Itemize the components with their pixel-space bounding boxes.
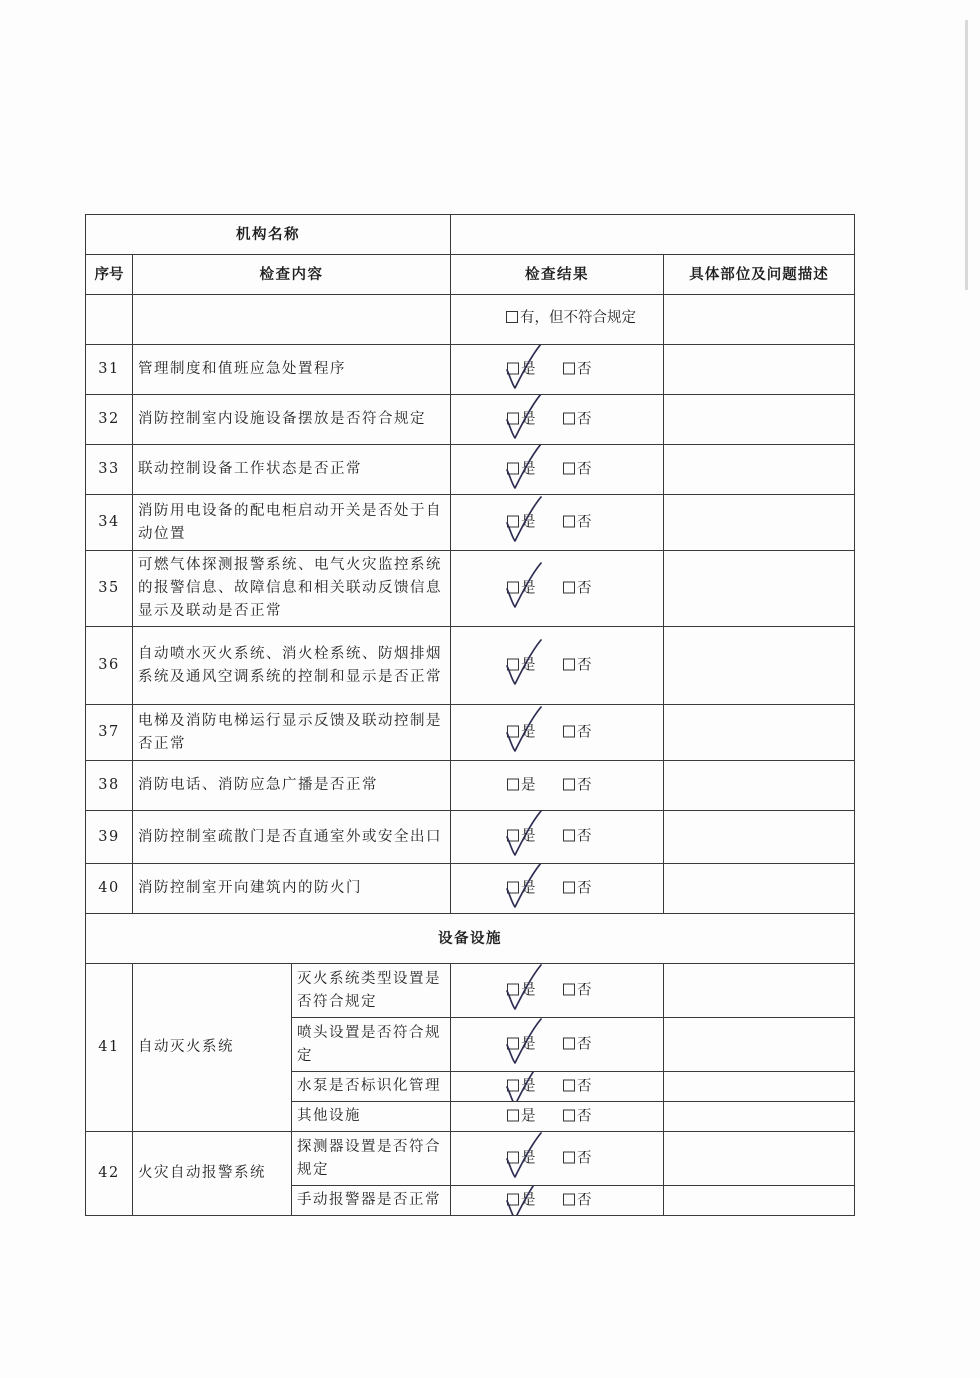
checkbox-icon[interactable] <box>507 658 519 670</box>
continued-content-cell <box>133 295 451 345</box>
group-item-result <box>451 1018 664 1072</box>
checkbox-icon[interactable] <box>507 1109 519 1121</box>
yes-option-label: 是 <box>521 1150 536 1166</box>
yes-option[interactable] <box>507 654 536 677</box>
no-option[interactable] <box>563 1075 592 1098</box>
checkbox-icon[interactable] <box>506 311 518 323</box>
no-option-label: 否 <box>577 1078 592 1094</box>
group-item-result <box>451 1072 664 1102</box>
row-content: 可燃气体探测报警系统、电气火灾监控系统的报警信息、故障信息和相关联动反馈信息显示及联动是否正常 <box>133 551 451 627</box>
row-result <box>451 395 664 445</box>
row-description[interactable] <box>664 761 855 811</box>
table-row <box>86 495 855 551</box>
yes-option[interactable] <box>507 1075 536 1098</box>
no-option-label: 否 <box>577 411 592 427</box>
row-result <box>451 495 664 551</box>
checkbox-icon[interactable] <box>507 581 519 593</box>
no-option[interactable] <box>563 408 592 431</box>
group-item-content: 灭火系统类型设置是否符合规定 <box>292 964 451 1018</box>
checkbox-icon[interactable] <box>563 830 575 842</box>
no-option[interactable] <box>563 979 592 1002</box>
checkbox-icon[interactable] <box>507 983 519 995</box>
checkbox-icon[interactable] <box>507 1037 519 1049</box>
row-number: 35 <box>86 551 133 627</box>
checkbox-icon[interactable] <box>563 581 575 593</box>
group-item-description[interactable] <box>664 1102 855 1132</box>
inspection-table <box>85 214 855 1216</box>
section-title: 设备设施 <box>86 914 855 964</box>
noncompliant-option-label: 有，但不符合规定 <box>520 310 636 326</box>
checkbox-icon[interactable] <box>563 983 575 995</box>
yes-option[interactable] <box>507 458 536 481</box>
row-content: 消防电话、消防应急广播是否正常 <box>133 761 451 811</box>
group-number: 42 <box>86 1132 133 1216</box>
row-number: 32 <box>86 395 133 445</box>
group-item-description[interactable] <box>664 1186 855 1216</box>
row-number: 39 <box>86 811 133 864</box>
table-row <box>86 345 855 395</box>
checkbox-icon[interactable] <box>563 1037 575 1049</box>
scan-edge-mark <box>965 20 968 290</box>
col-result-header: 检查结果 <box>451 255 664 295</box>
checkbox-icon[interactable] <box>507 1079 519 1091</box>
yes-option[interactable] <box>507 577 536 600</box>
checkbox-icon[interactable] <box>563 1109 575 1121</box>
no-option-label: 否 <box>577 1192 592 1208</box>
checkbox-icon[interactable] <box>507 778 519 790</box>
row-description[interactable] <box>664 864 855 914</box>
checkbox-icon[interactable] <box>563 412 575 424</box>
row-description[interactable] <box>664 705 855 761</box>
no-option-label: 否 <box>577 461 592 477</box>
checkbox-icon[interactable] <box>507 412 519 424</box>
group-number: 41 <box>86 964 133 1132</box>
col-content-header: 检查内容 <box>133 255 451 295</box>
checkbox-icon[interactable] <box>563 1193 575 1205</box>
no-option-label: 否 <box>577 580 592 596</box>
no-option-label: 否 <box>577 514 592 530</box>
row-content: 消防控制室开向建筑内的防火门 <box>133 864 451 914</box>
row-number: 40 <box>86 864 133 914</box>
yes-option[interactable] <box>507 1033 536 1056</box>
group-item-description[interactable] <box>664 1018 855 1072</box>
table-row <box>86 551 855 627</box>
yes-option[interactable] <box>507 826 536 849</box>
table-row <box>86 864 855 914</box>
row-description[interactable] <box>664 395 855 445</box>
org-name-value[interactable] <box>451 215 855 255</box>
yes-option[interactable] <box>507 1147 536 1170</box>
table-row <box>86 445 855 495</box>
section-row <box>86 914 855 964</box>
yes-option-label: 是 <box>521 1108 536 1124</box>
row-number: 38 <box>86 761 133 811</box>
no-option-label: 否 <box>577 777 592 793</box>
no-option[interactable] <box>563 774 592 797</box>
checkbox-icon[interactable] <box>563 881 575 893</box>
group-item-result <box>451 1186 664 1216</box>
no-option[interactable] <box>563 358 592 381</box>
row-result <box>451 445 664 495</box>
yes-option-label: 是 <box>521 1078 536 1094</box>
col-no-header: 序号 <box>86 255 133 295</box>
org-name-label: 机构名称 <box>86 215 451 255</box>
group-name: 自动灭火系统 <box>133 964 292 1132</box>
no-option[interactable] <box>563 458 592 481</box>
no-option-label: 否 <box>577 1108 592 1124</box>
continued-row <box>86 295 855 345</box>
no-option-label: 否 <box>577 1150 592 1166</box>
no-option[interactable] <box>563 1033 592 1056</box>
yes-option-label: 是 <box>521 411 536 427</box>
col-desc-header: 具体部位及问题描述 <box>664 255 855 295</box>
yes-option-label: 是 <box>521 514 536 530</box>
yes-option[interactable] <box>507 511 536 534</box>
continued-desc-cell[interactable] <box>664 295 855 345</box>
row-content: 消防控制室内设施设备摆放是否符合规定 <box>133 395 451 445</box>
row-result <box>451 705 664 761</box>
yes-option-label: 是 <box>521 982 536 998</box>
row-description[interactable] <box>664 495 855 551</box>
group-item-result <box>451 964 664 1018</box>
yes-option-label: 是 <box>521 580 536 596</box>
row-number: 34 <box>86 495 133 551</box>
row-number: 36 <box>86 627 133 705</box>
noncompliant-option[interactable] <box>506 307 636 330</box>
yes-option[interactable] <box>507 979 536 1002</box>
row-description[interactable] <box>664 627 855 705</box>
yes-option[interactable] <box>507 877 536 900</box>
row-description[interactable] <box>664 345 855 395</box>
org-row <box>86 215 855 255</box>
no-option-label: 否 <box>577 361 592 377</box>
no-option[interactable] <box>563 1189 592 1212</box>
row-content: 管理制度和值班应急处置程序 <box>133 345 451 395</box>
checkbox-icon[interactable] <box>563 658 575 670</box>
row-result <box>451 627 664 705</box>
no-option-label: 否 <box>577 1036 592 1052</box>
yes-option[interactable] <box>507 1189 536 1212</box>
table-row <box>86 705 855 761</box>
row-result <box>451 345 664 395</box>
no-option-label: 否 <box>577 880 592 896</box>
checkbox-icon[interactable] <box>563 515 575 527</box>
yes-option-label: 是 <box>521 1192 536 1208</box>
no-option[interactable] <box>563 511 592 534</box>
group-item-row <box>86 1132 855 1186</box>
checkbox-icon[interactable] <box>563 1151 575 1163</box>
no-option[interactable] <box>563 577 592 600</box>
row-content: 消防控制室疏散门是否直通室外或安全出口 <box>133 811 451 864</box>
checkbox-icon[interactable] <box>507 881 519 893</box>
group-item-result <box>451 1132 664 1186</box>
no-option[interactable] <box>563 826 592 849</box>
row-content: 联动控制设备工作状态是否正常 <box>133 445 451 495</box>
checkbox-icon[interactable] <box>507 1151 519 1163</box>
no-option[interactable] <box>563 877 592 900</box>
yes-option[interactable] <box>507 408 536 431</box>
table-row <box>86 627 855 705</box>
checkbox-icon[interactable] <box>563 778 575 790</box>
no-option-label: 否 <box>577 828 592 845</box>
yes-option[interactable] <box>507 358 536 381</box>
checkbox-icon[interactable] <box>563 1079 575 1091</box>
group-item-description[interactable] <box>664 1072 855 1102</box>
row-content: 自动喷水灭火系统、消火栓系统、防烟排烟系统及通风空调系统的控制和显示是否正常 <box>133 627 451 705</box>
table-row <box>86 811 855 864</box>
no-option[interactable] <box>563 1147 592 1170</box>
group-item-result <box>451 1102 664 1132</box>
no-option-label: 否 <box>577 657 592 673</box>
yes-option-label: 是 <box>521 724 536 740</box>
checkbox-icon[interactable] <box>507 725 519 737</box>
yes-option[interactable] <box>507 774 536 797</box>
no-option-label: 否 <box>577 724 592 740</box>
row-result <box>451 551 664 627</box>
yes-option-label: 是 <box>521 828 536 845</box>
row-content: 消防用电设备的配电柜启动开关是否处于自动位置 <box>133 495 451 551</box>
yes-option[interactable] <box>507 721 536 744</box>
yes-option-label: 是 <box>521 361 536 377</box>
checkbox-icon[interactable] <box>563 462 575 474</box>
group-name: 火灾自动报警系统 <box>133 1132 292 1216</box>
continued-result-cell <box>451 295 664 345</box>
group-item-description[interactable] <box>664 1132 855 1186</box>
group-item-row <box>86 964 855 1018</box>
row-result <box>451 811 664 864</box>
group-item-content: 喷头设置是否符合规定 <box>292 1018 451 1072</box>
row-content: 电梯及消防电梯运行显示反馈及联动控制是否正常 <box>133 705 451 761</box>
group-item-content: 其他设施 <box>292 1102 451 1132</box>
row-result <box>451 864 664 914</box>
yes-option-label: 是 <box>521 880 536 896</box>
row-result <box>451 761 664 811</box>
no-option[interactable] <box>563 1105 592 1128</box>
row-description[interactable] <box>664 811 855 864</box>
yes-option-label: 是 <box>521 461 536 477</box>
row-number: 37 <box>86 705 133 761</box>
row-number: 31 <box>86 345 133 395</box>
row-description[interactable] <box>664 445 855 495</box>
no-option-label: 否 <box>577 982 592 998</box>
checkbox-icon[interactable] <box>507 462 519 474</box>
group-item-description[interactable] <box>664 964 855 1018</box>
checkbox-icon[interactable] <box>507 362 519 374</box>
checkbox-icon[interactable] <box>563 362 575 374</box>
table-row <box>86 761 855 811</box>
checkbox-icon[interactable] <box>507 830 519 842</box>
no-option[interactable] <box>563 721 592 744</box>
yes-option[interactable] <box>507 1105 536 1128</box>
column-header-row <box>86 255 855 295</box>
checkbox-icon[interactable] <box>507 1193 519 1205</box>
checkbox-icon[interactable] <box>507 515 519 527</box>
checkbox-icon[interactable] <box>563 725 575 737</box>
row-description[interactable] <box>664 551 855 627</box>
row-number: 33 <box>86 445 133 495</box>
yes-option-label: 是 <box>521 1036 536 1052</box>
group-item-content: 手动报警器是否正常 <box>292 1186 451 1216</box>
group-item-content: 水泵是否标识化管理 <box>292 1072 451 1102</box>
yes-option-label: 是 <box>521 777 536 793</box>
yes-option-label: 是 <box>521 657 536 673</box>
continued-no-cell <box>86 295 133 345</box>
no-option[interactable] <box>563 654 592 677</box>
group-item-content: 探测器设置是否符合规定 <box>292 1132 451 1186</box>
table-row <box>86 395 855 445</box>
